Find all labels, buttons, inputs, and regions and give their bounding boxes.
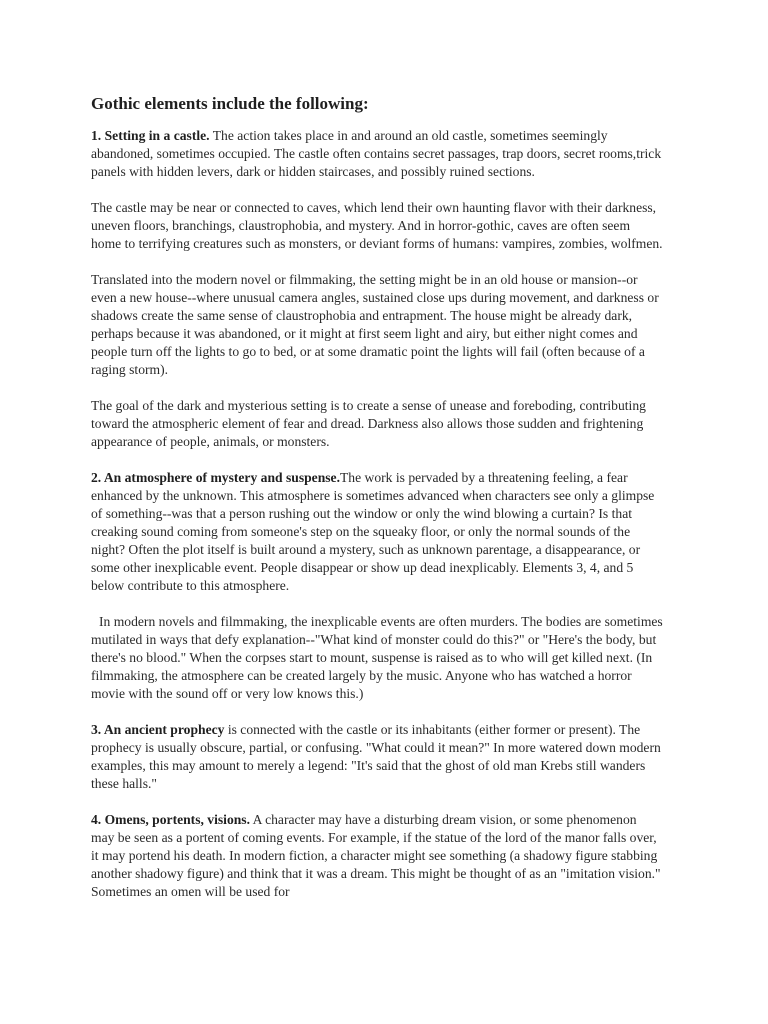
paragraph-text: The work is pervaded by a threatening feeling, a fear enhanced by the unknown. This atmosphere is sometimes advanced when characters see only a glimpse of something--was that a person rushing out the window or only the wind blowing a curtain? Is that creaking sound coming from someone's step on the squeaky floor, or only the normal sounds of the night? Often the plot itself is built around a mystery, such as unknown parentage, a disappearance, or some other inexplicable event. People disappear or show up dead inexplicably. Elements 3, 4, and 5 below contribute to this atmosphere. xyxy=(91,470,655,593)
heading-setting-castle: 1. Setting in a castle. xyxy=(91,128,210,143)
paragraph-atmosphere xyxy=(91,469,663,595)
paragraph-goal-setting xyxy=(91,397,663,451)
paragraph-text: A character may have a disturbing dream vision, or some phenomenon may be seen as a portent of coming events. For example, if the statue of the lord of the manor falls over, it may portend his death. In modern fiction, a character might see something (a shadowy figure stabbing another shadowy figure) and think that it was a dream. This might be thought of as an "imitation vision." Sometimes an omen will be used for xyxy=(91,812,661,899)
paragraph-prophecy xyxy=(91,721,663,793)
paragraph-omens xyxy=(91,811,663,901)
paragraph-text: is connected with the castle or its inhabitants (either former or present). The prophecy is usually obscure, partial, or confusing. "What could it mean?" In more watered down modern examples, this may amount to merely a legend: "It's said that the ghost of old man Krebs still wanders these halls." xyxy=(91,722,661,791)
heading-prophecy: 3. An ancient prophecy xyxy=(91,722,225,737)
paragraph-text: Translated into the modern novel or filmmaking, the setting might be in an old house or mansion--or even a new house--where unusual camera angles, sustained close ups during movement, and darkness or shadows create the same sense of claustrophobia and entrapment. The house might be already dark, perhaps because it was abandoned, or it might at first seem light and airy, but either night comes and people turn off the lights to go to bed, or at some dramatic point the lights will fail (often because of a raging storm). xyxy=(91,272,659,377)
document-body xyxy=(91,94,663,919)
paragraph-modern-setting xyxy=(91,271,663,379)
paragraph-caves xyxy=(91,199,663,253)
paragraph-text: The castle may be near or connected to caves, which lend their own haunting flavor with their darkness, uneven floors, branchings, claustrophobia, and mystery. And in horror-gothic, caves are often seem home to terrifying creatures such as monsters, or deviant forms of humans: vampires, zombies, wolfmen. xyxy=(91,200,663,251)
document-title: Gothic elements include the following: xyxy=(91,94,369,113)
heading-atmosphere: 2. An atmosphere of mystery and suspense. xyxy=(91,470,340,485)
paragraph-modern-murders xyxy=(91,613,663,703)
paragraph-text: The goal of the dark and mysterious setting is to create a sense of unease and foreboding, contributing toward the atmospheric element of fear and dread. Darkness also allows those sudden and frightening appearance of people, animals, or monsters. xyxy=(91,398,646,449)
heading-omens: 4. Omens, portents, visions. xyxy=(91,812,250,827)
paragraph-text: In modern novels and filmmaking, the inexplicable events are often murders. The bodies are sometimes mutilated in ways that defy explanation--"What kind of monster could do this?" or "Here's the body, but there's no blood." When the corpses start to mount, suspense is raised as to who will get killed next. (In filmmaking, the atmosphere can be created largely by the music. Anyone who has watched a horror movie with the sound off or very low knows this.) xyxy=(91,614,663,701)
paragraph-setting-castle xyxy=(91,127,663,181)
paragraph-text: The action takes place in and around an old castle, sometimes seemingly abandoned, sometimes occupied. The castle often contains secret passages, trap doors, secret rooms,trick panels with hidden levers, dark or hidden staircases, and possibly ruined sections. xyxy=(91,128,662,179)
